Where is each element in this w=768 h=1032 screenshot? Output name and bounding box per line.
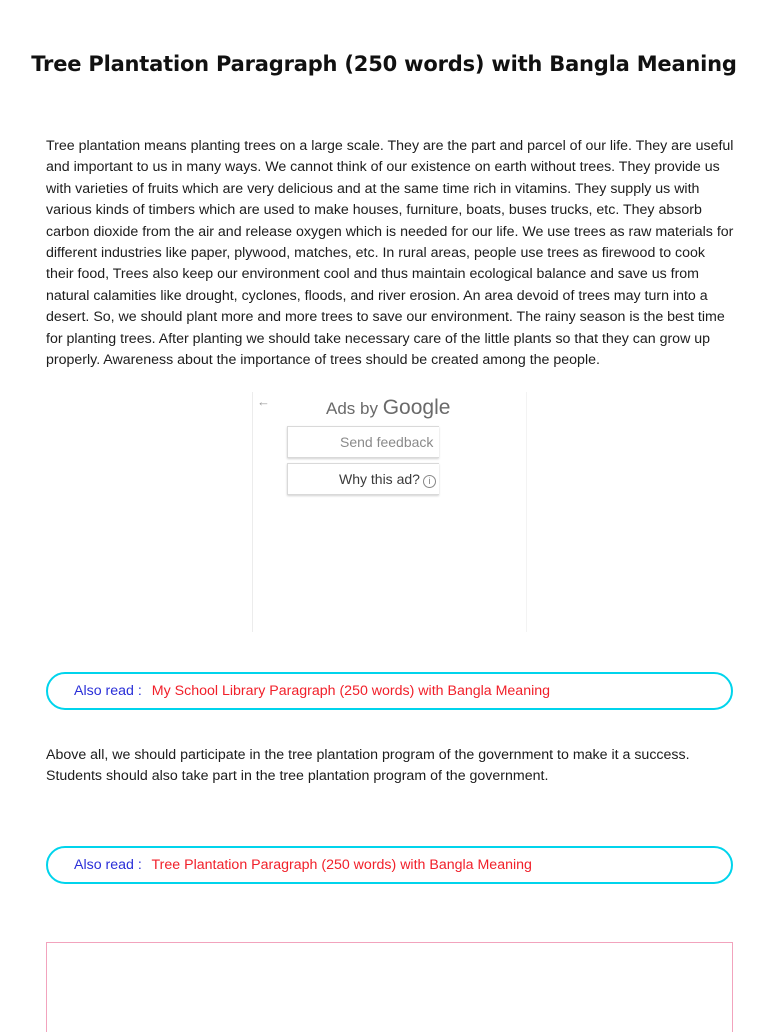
also-read-link-tree-plantation[interactable]: Tree Plantation Paragraph (250 words) with Bangla Meaning	[151, 857, 532, 873]
send-feedback-label: Send feedback	[340, 434, 434, 450]
also-read-box	[46, 672, 733, 710]
page-title: Tree Plantation Paragraph (250 words) with Bangla Meaning	[31, 52, 737, 76]
info-icon: i	[423, 475, 436, 488]
article-paragraph-1: Tree plantation means planting trees on a large scale. They are the part and parcel of our life. They are useful and important to us in many ways. We cannot think of our existence on earth without trees. They provide us with varieties of fruits which are very delicious and at the same time rich in vitamins. They supply us with various kinds of timbers which are used to make houses, furniture, boats, buses trucks, etc. They absorb carbon dioxide from the air and release oxygen which is needed for our life. We use trees as raw materials for different industries like paper, plywood, matches, etc. In rural areas, people use trees as firewood to cook their food, Trees also keep our environment cool and thus maintain ecological balance and save us from natural calamities like drought, cyclones, floods, and river erosion. An area devoid of trees may turn into a desert. So, we should plant more and more trees to save our environment. The rainy season is the best time for planting trees. After planting we should take necessary care of the little plants so that they can grow up properly. Awareness about the importance of trees should be created among the people.	[46, 138, 734, 369]
also-read-label: Also read :	[74, 683, 142, 699]
article-paragraph-2: Above all, we should participate in the tree plantation program of the government to make it a success. Students should also take part in the tree plantation program of the government.	[46, 747, 690, 785]
send-feedback-button[interactable]	[287, 426, 439, 458]
ads-by-google-header	[326, 396, 451, 420]
bottom-content-box	[46, 942, 733, 1032]
ads-by-label: Ads by	[326, 399, 383, 418]
why-this-ad-button[interactable]	[287, 463, 439, 495]
also-read-label: Also read :	[74, 857, 142, 873]
ad-frame	[252, 392, 527, 632]
why-this-ad-label: Why this ad?	[339, 471, 420, 487]
also-read-box	[46, 846, 733, 884]
google-wordmark: Google	[382, 396, 451, 419]
also-read-link-school-library[interactable]: My School Library Paragraph (250 words) with Bangla Meaning	[151, 683, 551, 699]
back-arrow-icon[interactable]: ←	[257, 394, 270, 409]
